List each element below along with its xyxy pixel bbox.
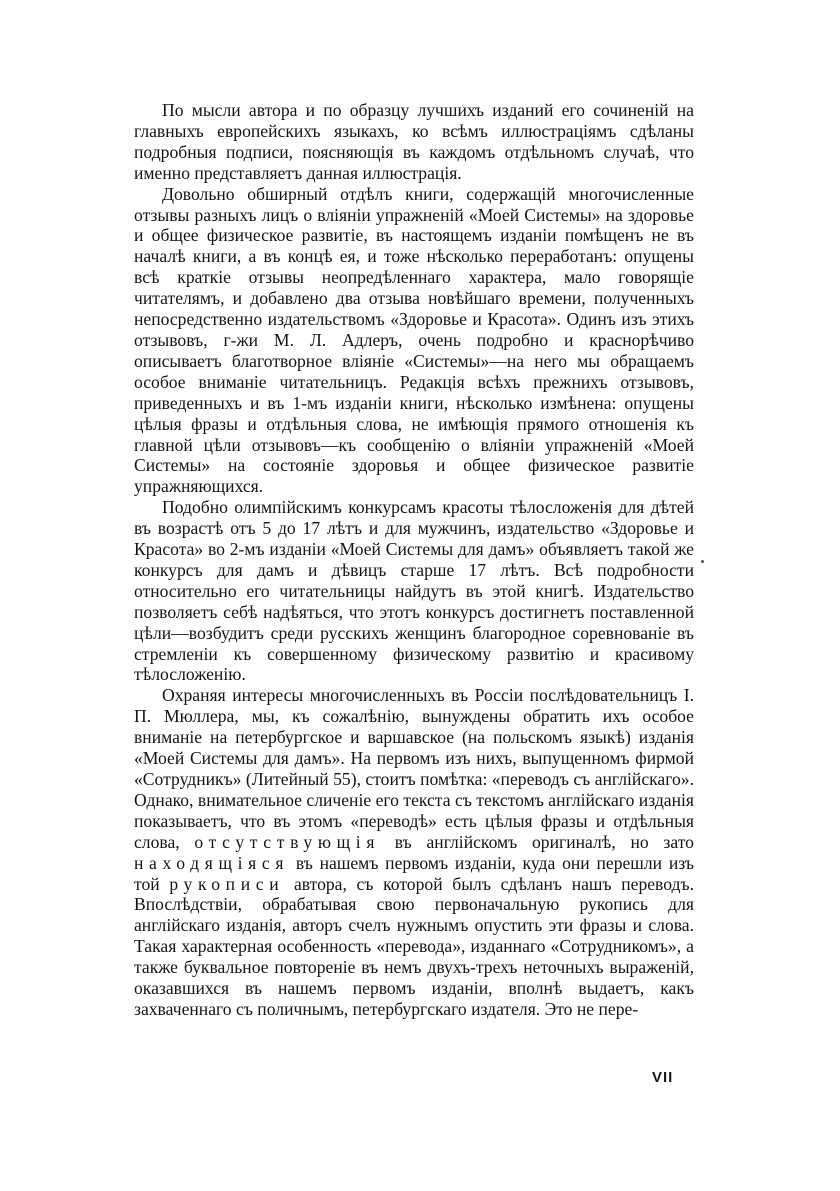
warning-text-part-4: автора, съ которой былъ сдѣланъ нашъ переводъ. Впослѣдствіи, обрабатывая свою первоначальную рукопись для англійскаго изданія, авторъ счелъ нужнымъ опустить эти фразы и слова. Такая характерная особенность «перевода», изданнаго «Сотрудникомъ», а также буквальное повтореніе въ немъ двухъ-трехъ неточныхъ выраженій, оказавшихся въ нашемъ первомъ изданіи, вполнѣ выдаетъ, какъ захваченнаго съ поличнымъ, петербургскаго издателя. Это не пере- <box>134 873 694 1019</box>
spaced-word-absent: отсутствующія <box>194 831 381 852</box>
spaced-word-present: находящіяся <box>134 852 290 873</box>
spaced-word-manuscript: рукописи <box>169 873 285 894</box>
page-number: VII <box>652 1069 674 1086</box>
paragraph-illustration-captions: По мысли автора и по образцу лучшихъ изданий его сочиненій на главныхъ европейскихъ языкахъ, ко всѣмъ иллюстраціямъ сдѣланы подробныя подписи, поясняющія въ каждомъ отдѣльномъ случаѣ, что именно представляетъ данная иллюстрація. <box>134 100 694 183</box>
warning-text-part-3: въ нашемъ первомъ изданіи, куда они перешли изъ той <box>134 852 694 894</box>
body-text <box>134 100 694 1020</box>
paragraph-testimonials-section: Довольно обширный отдѣлъ книги, содержащій многочисленные отзывы разныхъ лицъ о вліяніи упражненій «Моей Системы» на здоровье и общее физическое развитіе, въ настоящемъ изданіи помѣщенъ не въ началѣ книги, а въ концѣ ея, и тоже нѣсколько переработанъ: опущены всѣ краткіе отзывы неопредѣленнаго характера, мало говорящіе читателямъ, и добавлено два отзыва новѣйшаго времени, полученныхъ непосредственно издательствомъ «Здоровье и Красота». Одинъ изъ этихъ отзывовъ, г-жи М. Л. Адлеръ, очень подробно и краснорѣчиво описываетъ благотворное вліяніе «Системы»—на него мы обращаемъ особое вниманіе читательницъ. Редакція всѣхъ прежнихъ отзывовъ, приведенныхъ и въ 1-мъ изданіи книги, нѣсколько измѣнена: опущены цѣлыя фразы и отдѣльныя слова, не имѣющія прямого отношенія къ главной цѣли отзывовъ—къ сообщенію о вліяніи упражненій «Моей Системы» на состояніе здоровья и общее физическое развитіе упражняющихся. <box>134 183 694 497</box>
warning-text-part-1: Охраняя интересы многочисленныхъ въ Россіи послѣдовательницъ І. П. Мюллера, мы, къ сожалѣнію, вынуждены обратить ихъ особое вниманіе на петербургское и варшавское (на польскомъ языкѣ) изданія «Моей Системы для дамъ». На первомъ изъ нихъ, выпущенномъ фирмой «Сотрудникъ» (Литейный 55), стоитъ помѣтка: «переводъ съ англійскаго». Однако, внимательное сличеніе его текста съ текстомъ англійскаго изданія показываетъ, что въ этомъ «переводѣ» есть цѣлыя фразы и отдѣльныя слова, <box>134 685 694 852</box>
paragraph-translation-warning <box>134 685 694 1020</box>
ink-speck <box>701 560 704 563</box>
warning-text-part-2: въ англійскомъ оригиналѣ, но зато <box>394 831 694 852</box>
paragraph-beauty-contest: Подобно олимпійскимъ конкурсамъ красоты тѣлосложенія для дѣтей въ возрастѣ отъ 5 до 17 лѣтъ и для мужчинъ, издательство «Здоровье и Красота» во 2-мъ изданіи «Моей Системы для дамъ» объявляетъ такой же конкурсъ для дамъ и дѣвицъ старше 17 лѣтъ. Всѣ подробности относительно его читательницы найдутъ въ этой книгѣ. Издательство позволяетъ себѣ надѣяться, что этотъ конкурсъ достигнетъ поставленной цѣли—возбудитъ среди русскихъ женщинъ благородное соревнованіе въ стремленіи къ совершенному физическому развитію и красивому тѣлосложенію. <box>134 497 694 685</box>
